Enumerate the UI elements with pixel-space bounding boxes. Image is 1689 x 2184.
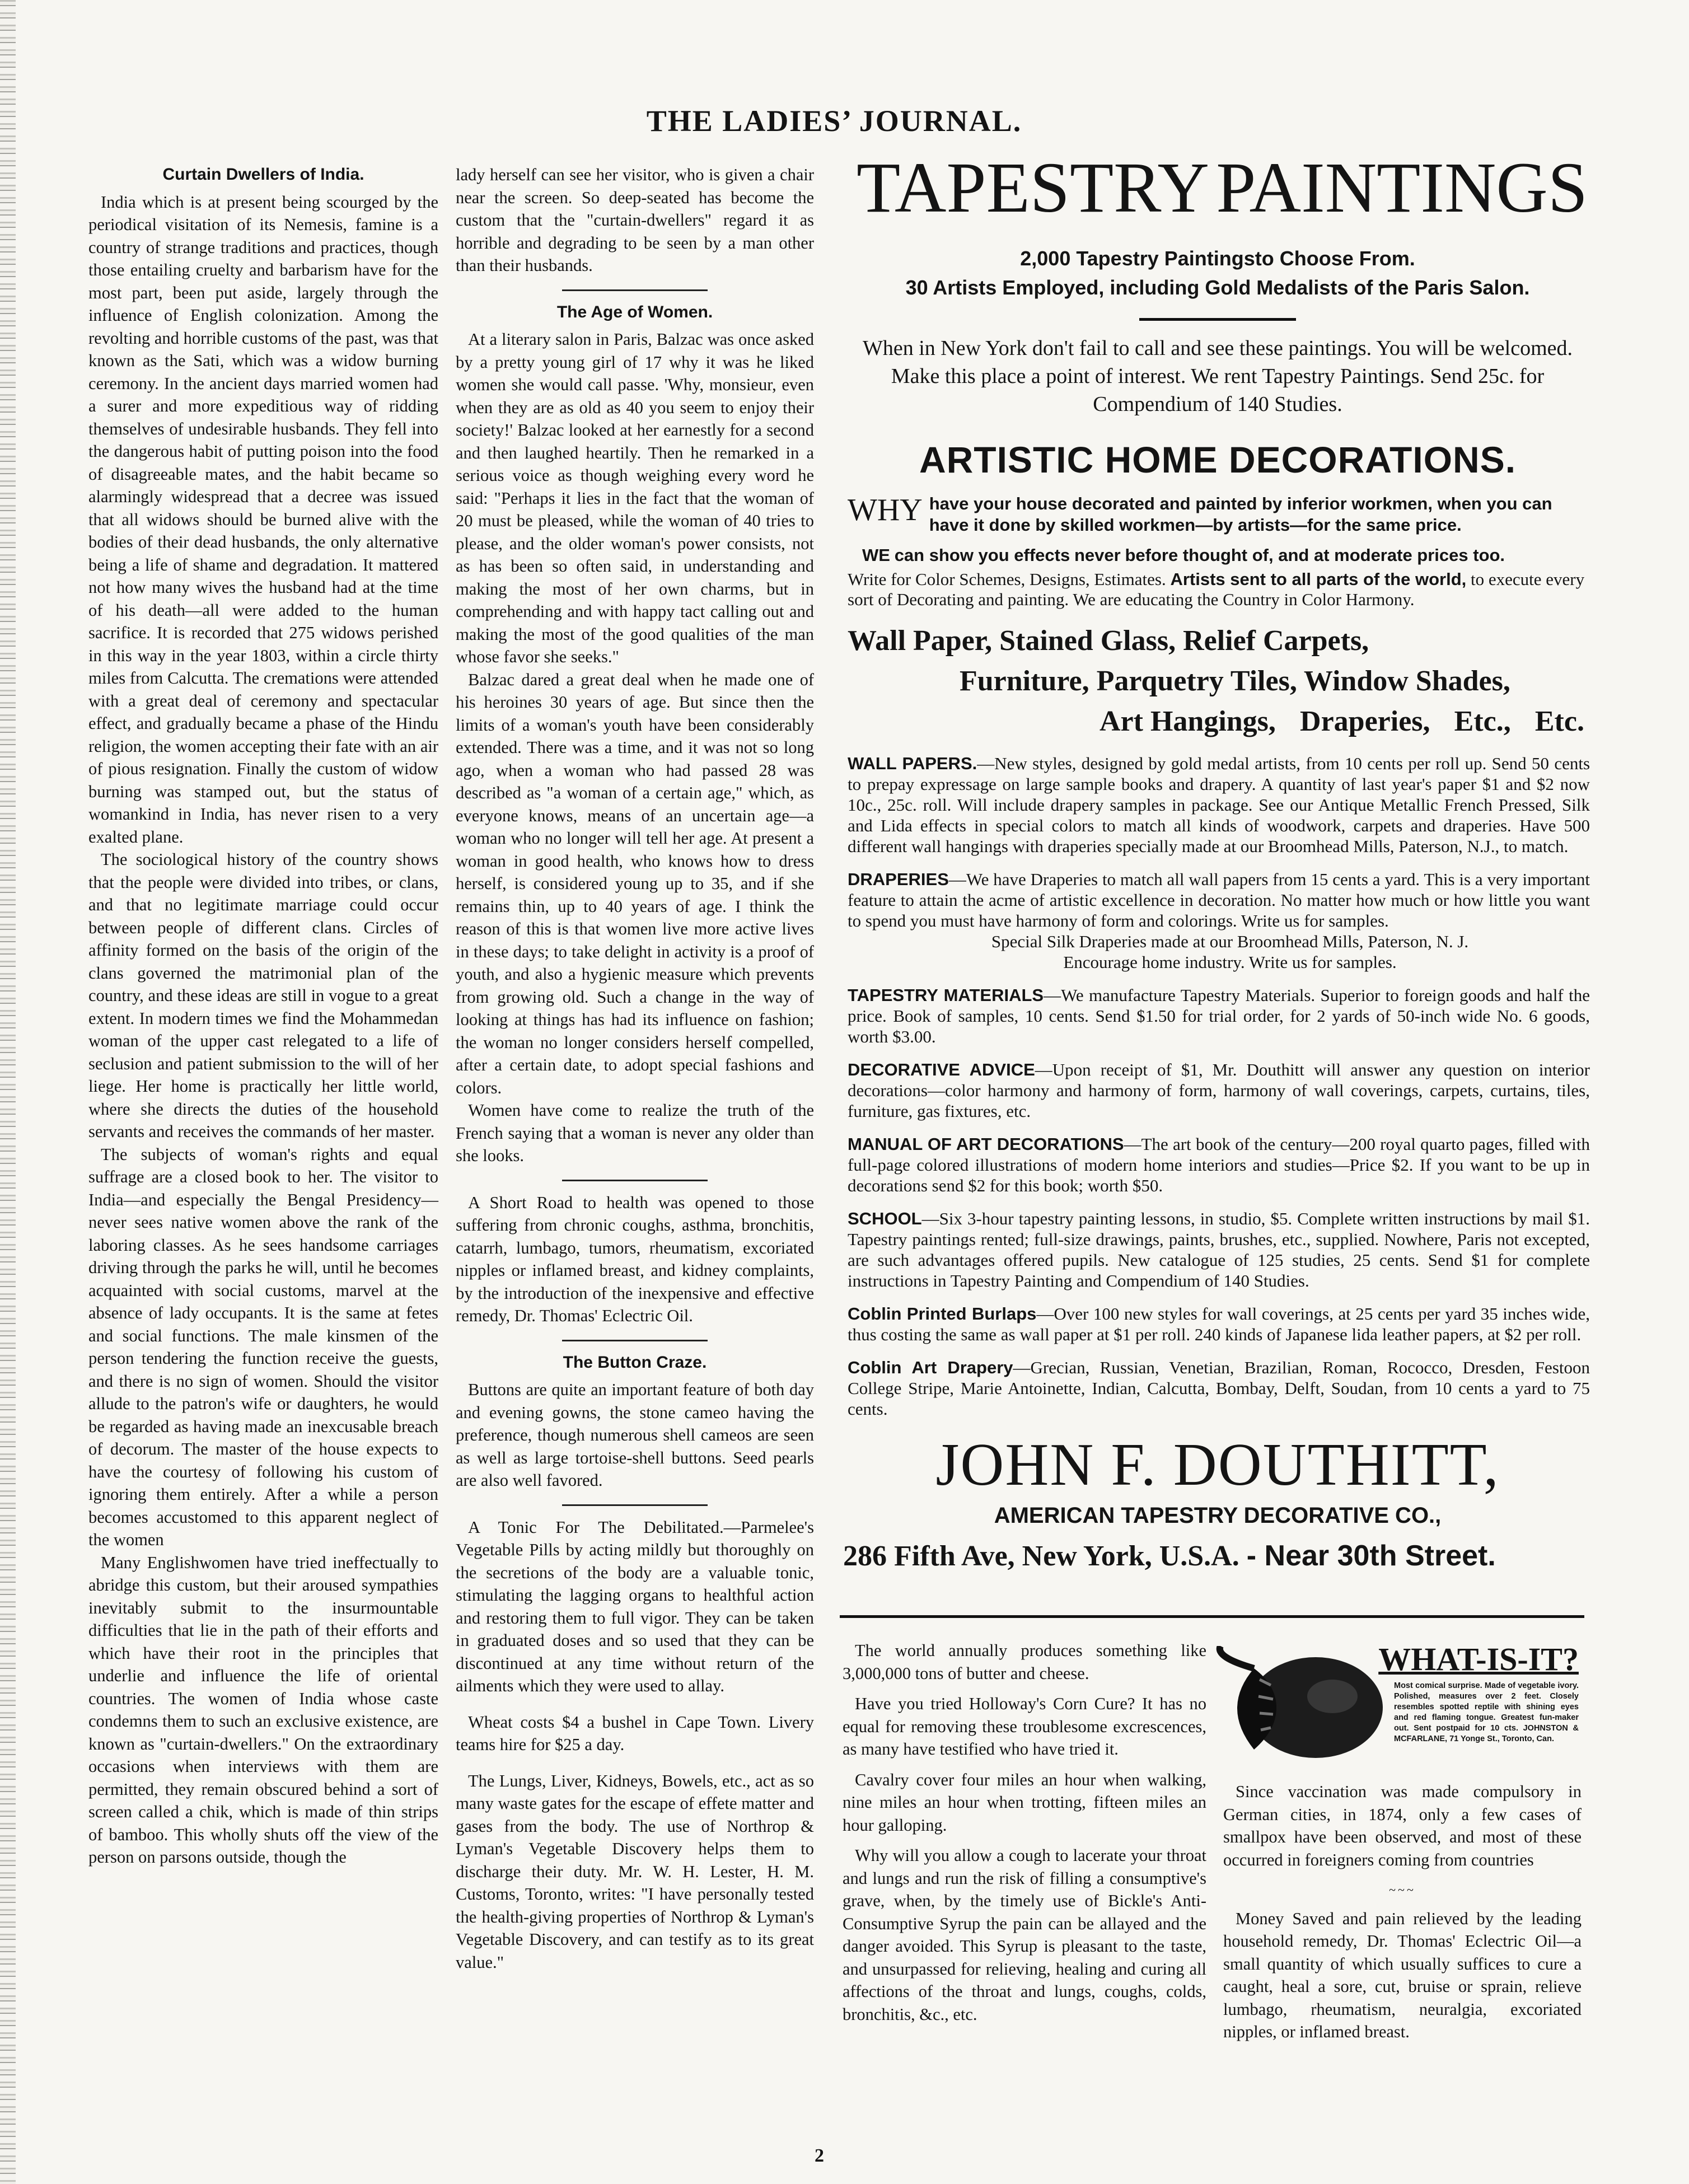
tapestry-advertisement xyxy=(840,146,1596,1576)
address-street: 286 Fifth Ave, New York, U.S.A. xyxy=(843,1540,1239,1572)
lungs-paragraph: The Lungs, Liver, Kidneys, Bowels, etc., act as so many waste gates for the escape of effete matter and gases from the body. The use of Northrop & Lyman's Vegetable Discovery helps them to discharge their duty. Mr. W. H. Lester, H. M. Customs, Toronto, writes: "I have personally tested the health-giving properties of Northrop & Lyman's Vegetable Discovery, and can testify as to its great value." xyxy=(456,1771,814,1972)
item-tapestry-materials xyxy=(848,985,1590,1047)
corn-cure-paragraph: Have you tried Holloway's Corn Cure? It has no equal for removing these troublesome excrescences, as many have testified who have tried it. xyxy=(843,1694,1206,1759)
item-art-drapery xyxy=(848,1357,1590,1419)
curtain-continued: lady herself can see her visitor, who is given a chair near the screen. So deep-seated has become the custom that the "curtain-dwellers" regard it as horrible and degrading to be seen by a man other than their husbands. xyxy=(456,165,814,275)
ad-divider xyxy=(1139,318,1296,321)
ad-title-tapestry: TAPESTRY xyxy=(857,148,1209,227)
age-paragraph-3: Women have come to realize the truth of the French saying that a woman is never any older than she looks. xyxy=(456,1101,814,1165)
item-key: TAPESTRY MATERIALS xyxy=(848,985,1044,1005)
item-key: DECORATIVE ADVICE xyxy=(848,1060,1035,1079)
item-key: SCHOOL xyxy=(848,1209,922,1228)
what-is-it-ad xyxy=(1215,1640,1584,1769)
wall-etc-1: Etc., xyxy=(1454,705,1511,737)
page-number: 2 xyxy=(815,2145,824,2166)
advertiser-company: AMERICAN TAPESTRY DECORATIVE CO., xyxy=(994,1503,1442,1528)
item-text: —Grecian, Russian, Venetian, Brazilian, Roman, Rococco, Dresden, Festoon College Stripe, Marie Antoinette, Indian, Calcutta, Bombay, Delft, Soudan, from 10 cents a yard to 75 cents. xyxy=(848,1358,1590,1419)
wall-line-3 xyxy=(848,702,1590,742)
column-4 xyxy=(1223,1780,1582,2051)
cough-paragraph: Why will you allow a cough to lacerate your throat and lungs and run the risk of filling a consumptive's grave, when, by the timely use of Bickle's Anti-Consumptive Syrup the pain can be allayed and the danger avoided. This Syrup is pleasant to the taste, and unsurpassed for relieving, healing and curing all affections of the throat and lungs, coughs, colds, bronchitis, &c., etc. xyxy=(843,1846,1206,2024)
item-manual xyxy=(848,1134,1590,1196)
draperies-encourage: Encourage home industry. Write us for samples. xyxy=(1063,952,1397,972)
item-text: —Upon receipt of $1, Mr. Douthitt will answer any question on interior decorations—color harmony and harmony of form, harmony of wall coverings, carpets, curtains, tiles, furniture, gas fixtures, etc. xyxy=(848,1060,1590,1121)
why-lead: WHY xyxy=(848,493,923,527)
ad-subtitle-2: 30 Artists Employed, including Gold Medalists of the Paris Salon. xyxy=(905,276,1530,299)
vaccination-paragraph: Since vaccination was made compulsory in German cities, in 1874, only a few cases of smallpox have been observed, and most of these occurred in foreigners coming from countries xyxy=(1223,1782,1582,1869)
curtain-paragraph-2: The sociological history of the country shows that the people were divided into tribes, or clans, and that no legitimate marriage could occur between people of different clans. Circles of affinity formed on the basis of the origin of the clans governed the matrimonial plan of the country, and these ideas are still in vogue to a great extent. In modern times we find the Mohammedan woman of the upper cast relegated to a life of seclusion and patient submission to the will of her liege. Her home is practically her little world, where she directs the duties of the household servants and receives the commands of her master. xyxy=(88,850,438,1141)
bottom-divider xyxy=(840,1615,1584,1618)
draperies-special: Special Silk Draperies made at our Broomhead Mills, Paterson, N. J. xyxy=(991,932,1469,951)
age-paragraph-1: At a literary salon in Paris, Balzac was once asked by a pretty young girl of 17 why it was he liked women she would call passe. 'Why, monsieur, even when they are as old as 40 you seem to enjoy their society!' Balzac looked at her earnestly for a second and then laughed heartily. Then he remarked in a serious voice as though weighing every word he said: "Perhaps it lies in the fact that the woman of 20 must be pleased, while the woman of 40 tries to please, and the older woman's power consists, not as has been so often said, in understanding and making the most of her own charms, but in comprehending and with happy tact calling out and making the most of the good qualities of the man whose favor she seeks." xyxy=(456,330,814,666)
age-heading: The Age of Women. xyxy=(556,302,713,321)
ornament-divider: ~~~ xyxy=(1389,1883,1416,1897)
divider xyxy=(562,289,708,291)
item-text: —We manufacture Tapestry Materials. Superior to foreign goods and half the price. Book of samples, 10 cents. Send $1.50 for trial order, for 2 yards of 50-inch wide No. 6 goods, worth $3.00. xyxy=(848,985,1590,1046)
why-text: have your house decorated and painted by inferior workmen, when you can have it done by skilled workmen—by artists—for the same price. xyxy=(929,494,1552,535)
item-decorative-advice xyxy=(848,1059,1590,1121)
item-text: —New styles, designed by gold medal artists, from 10 cents per roll up. Send 50 cents to prepay expressage on large sample books and drapery. A quantity of last year's paper $1 and $2 now 10c., 25c. roll. Will include drapery samples in package. See our Antique Metallic French Pressed, Silk and Lida effects in special colors to match all kinds of woodwork, carpets and draperies. Have 500 different wall hangings with draperies specially made at our Broomhead Mills, Paterson, N.J., to match. xyxy=(848,754,1590,856)
ad-intro: When in New York don't fail to call and see these paintings. You will be welcomed. Make this place a point of interest. We rent Tapestry Paintings. Send 25c. for Compendium of 140 Studies. xyxy=(862,336,1573,416)
item-text: —The art book of the century—200 royal quarto pages, filled with full-page colored illustrations of modern home interiors and studies—Price $2. If you want to be up in decorations send $2 for this book; worth $50. xyxy=(848,1134,1590,1195)
money-saved-paragraph: Money Saved and pain relieved by the leading household remedy, Dr. Thomas' Eclectric Oil—a small quantity of which usually suffices to cure a caught, heal a sore, cut, bruise or sprain, relieve lumbago, rheumatism, neuralgia, excoriated nipples, or inflamed breast. xyxy=(1223,1909,1582,2041)
write-paragraph xyxy=(848,569,1590,610)
masthead: THE LADIES’ JOURNAL. xyxy=(646,104,1022,138)
button-heading: The Button Craze. xyxy=(563,1353,707,1372)
curtain-heading: Curtain Dwellers of India. xyxy=(162,165,364,184)
divider xyxy=(562,1180,708,1181)
wall-art-hangings: Art Hangings, xyxy=(1100,705,1276,737)
divider xyxy=(562,1340,708,1341)
advertiser-address xyxy=(840,1536,1596,1576)
wall-etc-2: Etc. xyxy=(1534,705,1584,737)
item-key: WALL PAPERS. xyxy=(848,754,977,773)
item-text: —Over 100 new styles for wall coverings, at 25 cents per yard 35 inches wide, thus costing the same as wall paper at $1 per roll. 240 kinds of Japanese lida leather papers, at $2 per roll. xyxy=(848,1304,1590,1344)
column-3 xyxy=(843,1639,1206,2033)
we-text: can show you effects xyxy=(894,545,1070,565)
item-burlaps xyxy=(848,1303,1590,1345)
ad-title xyxy=(840,146,1596,230)
what-is-it-title: WHAT-IS-IT? xyxy=(1378,1641,1579,1677)
column-1 xyxy=(88,163,438,1869)
we-never: never xyxy=(1074,545,1121,565)
wall-list xyxy=(848,621,1590,742)
column-2 xyxy=(456,163,814,1973)
item-wall-papers xyxy=(848,753,1590,857)
wall-line-2: Furniture, Parquetry Tiles, Window Shades, xyxy=(960,665,1510,697)
wall-line-1: Wall Paper, Stained Glass, Relief Carpets, xyxy=(848,625,1369,657)
item-key: Coblin Art Drapery xyxy=(848,1358,1013,1377)
we-lead: WE xyxy=(862,545,890,565)
item-school xyxy=(848,1208,1590,1291)
write-a: Write for Color Schemes, Designs, Estimates. xyxy=(848,569,1166,589)
age-paragraph-2: Balzac dared a great deal when he made one of his heroines 30 years of age. But since then the limits of a woman's youth have been considerably extended. There was a time, and it was not so long ago, when a woman who had passed 28 was described as "a woman of a certain age," which, as everyone knows, means of an uncertain age—a woman who no longer will tell her age. At present a woman in good health, who knows how to dress herself, is considered young up to 35, and if she remains thin, up to 40 years of age. I think the reason of this is that women live more active lives in these days; to take delight in activity is a proof of youth, and also a hygienic measure which prevents from growing old. Such a change in the way of looking at things has had its influence on fashion; the woman no longer considers herself compelled, after a certain date, to adopt special fashions and colors. xyxy=(456,670,814,1097)
item-text: —Six 3-hour tapestry painting lessons, in studio, $5. Complete written instructions by mail $1. Tapestry paintings rented; full-size drawings, paints, brushes, etc., supplied. Nowhere, Paris not excepted, are such advantages offered pupils. New catalogue of 125 studies, 25 cents. Send $1 for complete instructions in Tapestry Painting and Compendium of 140 Studies. xyxy=(848,1209,1590,1290)
acorn-illustration xyxy=(1215,1646,1388,1769)
wall-draperies: Draperies, xyxy=(1300,705,1430,737)
butter-paragraph: The world annually produces something like 3,000,000 tons of butter and cheese. xyxy=(843,1641,1206,1683)
curtain-paragraph-1: India which is at present being scourged by the periodical visitation of its Nemesis, famine is a country of strange traditions and practices, though those entailing cruelty and barbarism have for the most part, been put aside, largely through the influence of English colonization. Among the revolting and horrible customs of the past, was that known as the Sati, which was a widow burning ceremony. In the ancient days married women had a surer and more expeditious way of ridding themselves of undesirable husbands. They fell into the dangerous habit of putting poison into the food of disagreeable mates, and the habit became so alarmingly widespread that a decree was issued that all widows should be burned alive with the bodies of their dead husbands, the only alternative being a life of shame and degradation. It mattered not how many wives the husband had at the time of his death—all were added to the human sacrifice. It is recorded that 275 widows perished in this way in the year 1803, within a circle thirty miles from Calcutta. The cremations were attended with a great deal of ceremony and spectacular effect, and gradually became a phase of the Hindu religion, the women accepting their fate with an air of pious resignation. Finally the custom of widow burning was stamped out, but the status of womankind in India, has never risen to a very exalted plane. xyxy=(88,192,438,847)
ad-title-paintings: PAINTINGS xyxy=(1216,148,1588,227)
short-road-paragraph: A Short Road to health was opened to those suffering from chronic coughs, asthma, bronchitis, catarrh, lumbago, tumors, rheumatism, excoriated nipples or inflamed breast, and kidney complaints, by the introduction of the inexpensive and effective remedy, Dr. Thomas' Eclectric Oil. xyxy=(456,1192,814,1325)
write-b: Artists sent to all parts of the world, xyxy=(1170,569,1467,589)
item-key: Coblin Printed Burlaps xyxy=(848,1304,1037,1324)
wheat-paragraph: Wheat costs $4 a bushel in Cape Town. Livery teams hire for $25 a day. xyxy=(456,1712,814,1754)
we-rest: before thought of, and at moderate prices too. xyxy=(1125,545,1505,565)
item-draperies xyxy=(848,869,1590,972)
scan-edge xyxy=(0,0,16,2184)
artistic-heading: ARTISTIC HOME DECORATIONS. xyxy=(919,439,1517,480)
item-key: MANUAL OF ART DECORATIONS xyxy=(848,1134,1124,1154)
ad-subtitle-1: 2,000 Tapestry Paintingsto Choose From. xyxy=(1020,247,1415,270)
cavalry-paragraph: Cavalry cover four miles an hour when walking, nine miles an hour when trotting, fifteen miles an hour galloping. xyxy=(843,1770,1206,1835)
we-paragraph xyxy=(862,545,1590,566)
why-paragraph xyxy=(848,493,1590,536)
advertiser-name: JOHN F. DOUTHITT, xyxy=(935,1432,1500,1498)
tonic-paragraph: A Tonic For The Debilitated.—Parmelee's Vegetable Pills by acting mildly but thoroughly on the secretions of the body are a valuable tonic, stimulating the lagging organs to healthful action and restoring them to full vigor. They can be taken in graduated doses and so used that they can be discontinued at any time without return of the ailments which they were used to allay. xyxy=(456,1517,814,1695)
address-near: - Near 30th Street. xyxy=(1246,1540,1496,1572)
item-key: DRAPERIES xyxy=(848,869,949,889)
item-text: —We have Draperies to match all wall papers from 15 cents a yard. This is a very important feature to attain the acme of artistic excellence in decoration. No matter how much or how little you want to spend you must have harmony of form and colorings. Write us for samples. xyxy=(848,869,1590,930)
what-is-it-description: Most comical surprise. Made of vegetable ivory. Polished, measures over 2 feet. Closely resembles spotted reptile with shining eyes and red flaming tongue. Greatest fun-maker out. Sent postpaid for 10 cts. JOHNSTON & MCFARLANE, 71 Yonge St., Toronto, Can. xyxy=(1394,1681,1579,1743)
divider xyxy=(562,1504,708,1506)
write-c: to execute every sort of Decorating and painting. We are educating the Country in Color Harmony. xyxy=(848,569,1585,609)
curtain-paragraph-3: The subjects of woman's rights and equal suffrage are a closed book to her. The visitor to India—and especially the Bengal Presidency—never sees native women above the rank of the laboring classes. As he sees handsome carriages driving through the parks he will, until he becomes acquainted with social customs, marvel at the absence of lady occupants. It is the same at fetes and social functions. The male kinsmen of the person tendering the function receive the guests, and there is no sign of women. Should the visitor allude to the patron's wife or daughters, he would be regarded as having made an inexcusable breach of decorum. The master of the house expects to have the courtesy of following his custom of ignoring them entirely. After a while a person becomes accustomed to this apparent neglect of the women xyxy=(88,1144,438,1549)
curtain-paragraph-4: Many Englishwomen have tried ineffectually to abridge this custom, but their aroused sympathies inevitably submit to the insurmountable difficulties that lie in the path of their efforts and which have their root in the principles that underlie and influence the life of oriental countries. The women of India whose caste condemns them to such an exclusive existence, are known as "curtain-dwellers." On the extraordinary occasions when interviews with them are permitted, they remain obscured behind a sort of screen called a chik, which is made of thin strips of bamboo. This wholly shuts off the view of the person on parsons outside, though the xyxy=(88,1552,438,1867)
button-paragraph: Buttons are quite an important feature of both day and evening gowns, the stone cameo having the preference, though numerous shell cameos are seen as well as large tortoise-shell buttons. Seed pearls are also well favored. xyxy=(456,1380,814,1490)
